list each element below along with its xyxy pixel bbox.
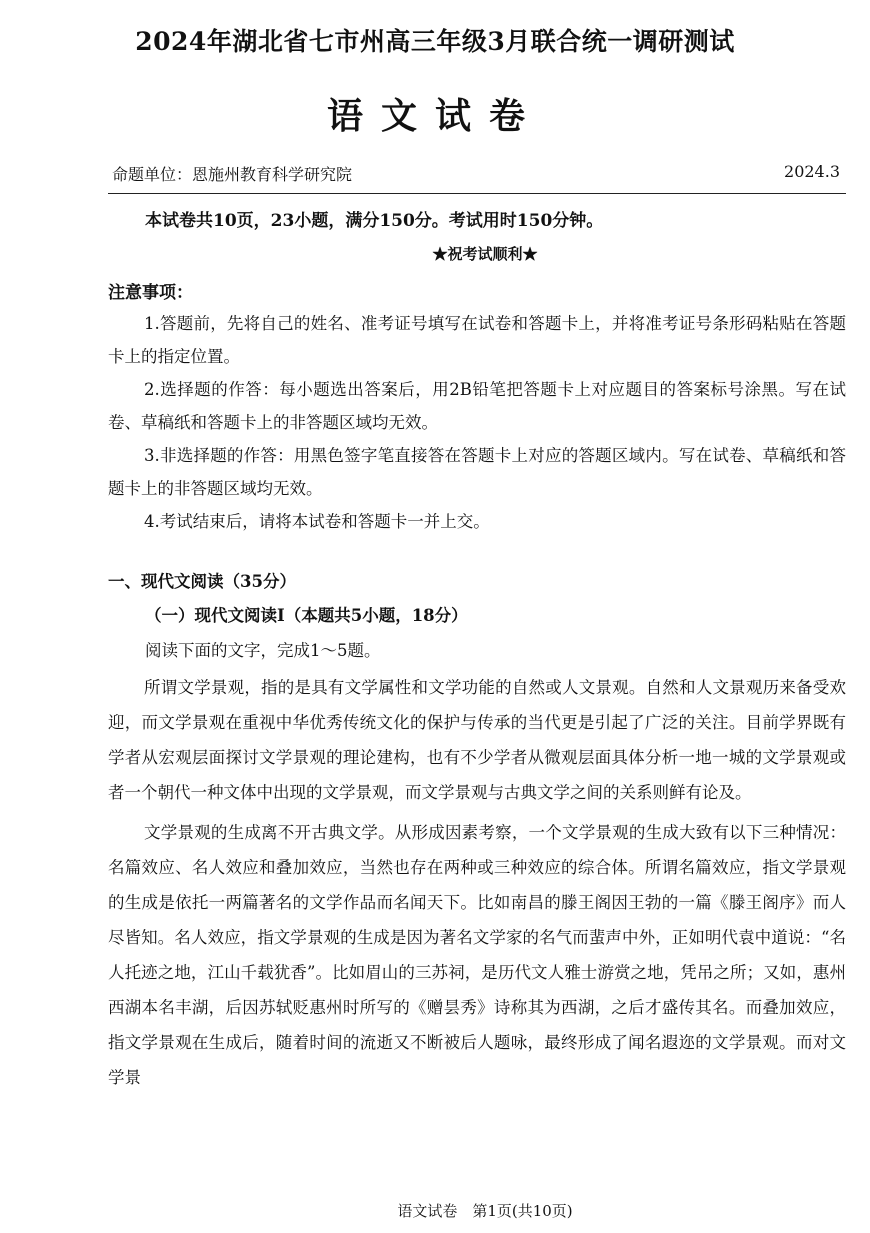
notice-item: 4.考试结束后，请将本试卷和答题卡一并上交。 — [144, 512, 490, 531]
notice-item: 1.答题前，先将自己的姓名、准考证号填写在试卷和答题卡上，并将准考证号条形码粘贴在答题卡上的指定位置。 — [108, 314, 846, 366]
reading-passage — [108, 670, 846, 1095]
notice-list — [108, 307, 846, 538]
blessing: ★祝考试顺利★ — [432, 245, 538, 263]
subject-title: 语文试卷 — [326, 95, 543, 137]
section-heading: 一、现代文阅读（35分） — [108, 572, 296, 591]
reading-instruction: 阅读下面的文字，完成1～5题。 — [145, 641, 381, 660]
notice-heading: 注意事项： — [108, 283, 193, 303]
passage-paragraph: 所谓文学景观，指的是具有文学属性和文学功能的自然或人文景观。自然和人文景观历来备受欢迎，而文学景观在重视中华优秀传统文化的保护与传承的当代更是引起了广泛的关注。目前学界既有学者从宏观层面探讨文学景观的理论建构，也有不少学者从微观层面具体分析一地一城的文学景观或者一个朝代一种文体中出现的文学景观，而文学景观与古典文学之间的关系则鲜有论及。 — [108, 678, 846, 802]
header-divider — [108, 193, 846, 194]
exam-title: 2024年湖北省七市州高三年级3月联合统一调研测试 — [135, 27, 735, 56]
subsection-heading: （一）现代文阅读Ⅰ（本题共5小题，18分） — [145, 606, 468, 625]
notice-item: 3.非选择题的作答：用黑色签字笔直接答在答题卡上对应的答题区域内。写在试卷、草稿纸和答题卡上的非答题区域均无效。 — [108, 446, 846, 498]
passage-paragraph: 文学景观的生成离不开古典文学。从形成因素考察，一个文学景观的生成大致有以下三种情况：名篇效应、名人效应和叠加效应，当然也存在两种或三种效应的综合体。所谓名篇效应，指文学景观的生成是依托一两篇著名的文学作品而名闻天下。比如南昌的滕王阁因王勃的一篇《滕王阁序》而人尽皆知。名人效应，指文学景观的生成是因为著名文学家的名气而蜚声中外，正如明代袁中道说：“名人托迹之地，江山千载犹香”。比如眉山的三苏祠，是历代文人雅士游赏之地，凭吊之所；又如，惠州西湖本名丰湖，后因苏轼贬惠州时所写的《赠昙秀》诗称其为西湖，之后才盛传其名。而叠加效应，指文学景观在生成后，随着时间的流逝又不断被后人题咏，最终形成了闻名遐迩的文学景观。而对文学景 — [108, 823, 846, 1087]
page-footer: 语文试卷 第1页(共10页) — [397, 1202, 573, 1220]
author-unit: 命题单位：恩施州教育科学研究院 — [112, 165, 353, 184]
exam-date: 2024.3 — [784, 162, 840, 181]
notice-item: 2.选择题的作答：每小题选出答案后，用2B铅笔把答题卡上对应题目的答案标号涂黑。写在试卷、草稿纸和答题卡上的非答题区域均无效。 — [108, 380, 846, 432]
exam-info: 本试卷共10页，23小题，满分150分。考试用时150分钟。 — [145, 211, 604, 231]
